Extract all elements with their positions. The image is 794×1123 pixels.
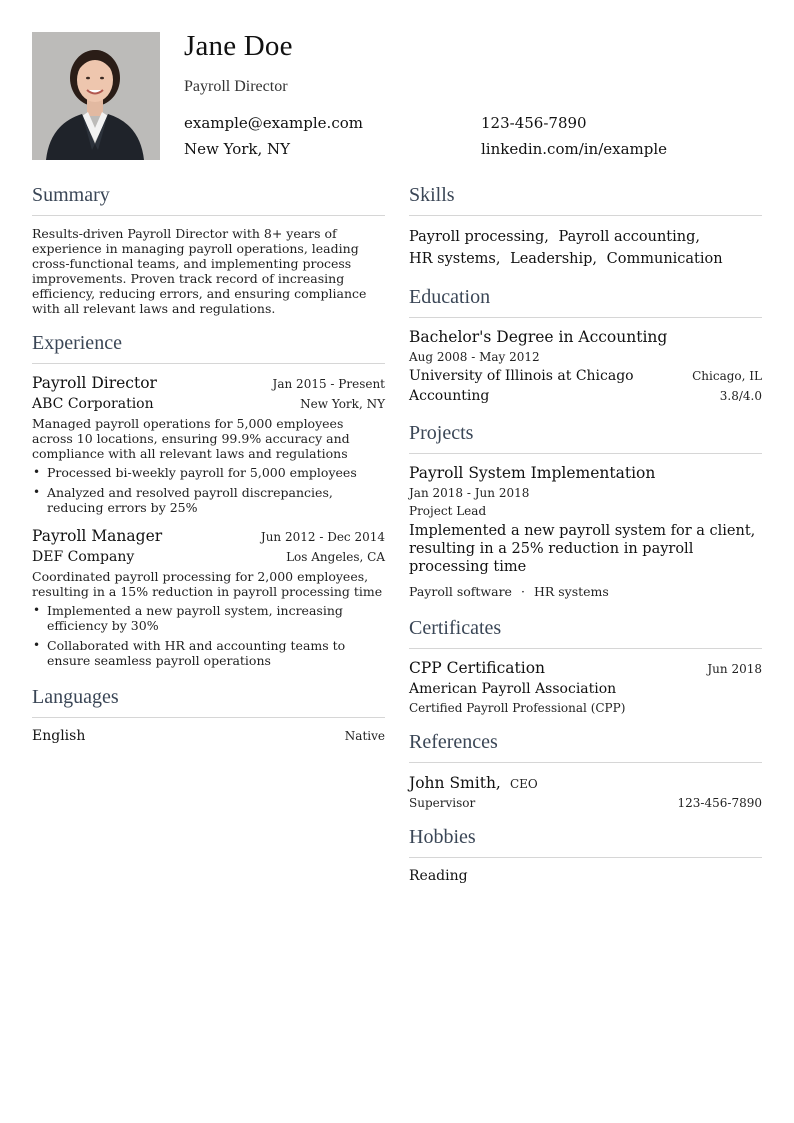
skill-item: Payroll processing,: [409, 229, 549, 245]
right-column: [409, 184, 762, 898]
skills-list: [409, 226, 762, 270]
job-location: Los Angeles, CA: [286, 550, 385, 564]
linkedin-link[interactable]: linkedin.com/in/example: [481, 140, 668, 158]
keyword-item: Payroll software: [409, 584, 512, 599]
portrait-image: [32, 32, 160, 160]
language-level: Native: [344, 729, 385, 743]
section-heading: Skills: [409, 184, 762, 216]
bullet-item: • Analyzed and resolved payroll discrepancies, reducing errors by 25%: [32, 485, 385, 515]
candidate-title: Payroll Director: [184, 78, 288, 95]
job-description: Coordinated payroll processing for 2,000 employees, resulting in a 15% reduction in payroll processing time: [32, 569, 383, 599]
certificates-section: [409, 617, 762, 715]
skill-item: HR systems,: [409, 251, 501, 267]
hobby-item: Reading: [409, 868, 468, 884]
section-heading: Languages: [32, 686, 385, 718]
project-name: Payroll System Implementation: [409, 464, 656, 482]
education-dates: Aug 2008 - May 2012: [409, 350, 540, 364]
certificate-date: Jun 2018: [707, 662, 762, 676]
field-of-study: Accounting: [409, 388, 490, 404]
job-bullets: [32, 465, 385, 515]
job-role: Payroll Director: [32, 374, 157, 392]
projects-section: [409, 422, 762, 599]
languages-section: [32, 686, 385, 744]
section-heading: Projects: [409, 422, 762, 454]
keyword-separator: ·: [520, 584, 525, 599]
experience-item: [32, 374, 385, 515]
job-company: DEF Company: [32, 549, 135, 565]
left-column: [32, 184, 385, 758]
language-name: English: [32, 728, 86, 744]
certificate-issuer: American Payroll Association: [409, 681, 617, 697]
bullet-item: • Implemented a new payroll system, increasing efficiency by 30%: [32, 603, 385, 633]
hobbies-section: [409, 826, 762, 884]
skill-item: Communication: [606, 251, 723, 267]
job-bullets: [32, 603, 385, 668]
certificate-name: CPP Certification: [409, 659, 546, 677]
section-heading: Hobbies: [409, 826, 762, 858]
experience-section: [32, 332, 385, 668]
certificate-description: Certified Payroll Professional (CPP): [409, 701, 626, 715]
bullet-item: • Collaborated with HR and accounting teams to ensure seamless payroll operations: [32, 638, 385, 668]
references-section: [409, 731, 762, 810]
email-link[interactable]: example@example.com: [184, 114, 363, 132]
project-dates: Jan 2018 - Jun 2018: [409, 486, 530, 500]
school-location: Chicago, IL: [692, 369, 762, 383]
job-company: ABC Corporation: [32, 396, 154, 412]
gpa: 3.8/4.0: [719, 389, 762, 403]
skills-section: [409, 184, 762, 270]
summary-text: Results-driven Payroll Director with 8+ years of experience in managing payroll operations, leading cross-functional teams, and implementing process improvements. Proven track record of increasing efficiency, reducing errors, and ensuring compliance with all relevant laws and regulations.: [32, 226, 367, 316]
candidate-name: Jane Doe: [184, 30, 293, 62]
keyword-item: HR systems: [533, 584, 609, 599]
job-dates: Jan 2015 - Present: [272, 377, 385, 391]
location-text: New York, NY: [184, 140, 291, 158]
section-heading: Certificates: [409, 617, 762, 649]
project-description: Implemented a new payroll system for a client, resulting in a 25% reduction in payroll processing time: [409, 523, 756, 575]
section-heading: Summary: [32, 184, 385, 216]
reference-relationship: Supervisor: [409, 796, 476, 810]
phone-text: 123-456-7890: [481, 114, 587, 132]
reference-name: John Smith,: [409, 774, 501, 792]
reference-position: CEO: [509, 777, 538, 791]
reference-phone: 123-456-7890: [677, 796, 762, 810]
section-heading: Education: [409, 286, 762, 318]
experience-item: [32, 527, 385, 668]
section-heading: References: [409, 731, 762, 763]
job-dates: Jun 2012 - Dec 2014: [260, 530, 385, 544]
project-keywords: [409, 584, 762, 599]
degree-title: Bachelor's Degree in Accounting: [409, 328, 668, 346]
skill-item: Payroll accounting,: [558, 229, 700, 245]
section-heading: Experience: [32, 332, 385, 364]
bullet-item: • Processed bi-weekly payroll for 5,000 employees: [32, 465, 385, 480]
job-description: Managed payroll operations for 5,000 employees across 10 locations, ensuring 99.9% accuracy and compliance with all relevant laws and regulations: [32, 416, 350, 461]
summary-section: [32, 184, 385, 316]
project-role: Project Lead: [409, 504, 487, 518]
education-section: [409, 286, 762, 404]
job-location: New York, NY: [300, 397, 385, 411]
school-name: University of Illinois at Chicago: [409, 368, 634, 384]
skill-item: Leadership,: [510, 251, 598, 267]
profile-photo: [32, 32, 160, 160]
job-role: Payroll Manager: [32, 527, 163, 545]
